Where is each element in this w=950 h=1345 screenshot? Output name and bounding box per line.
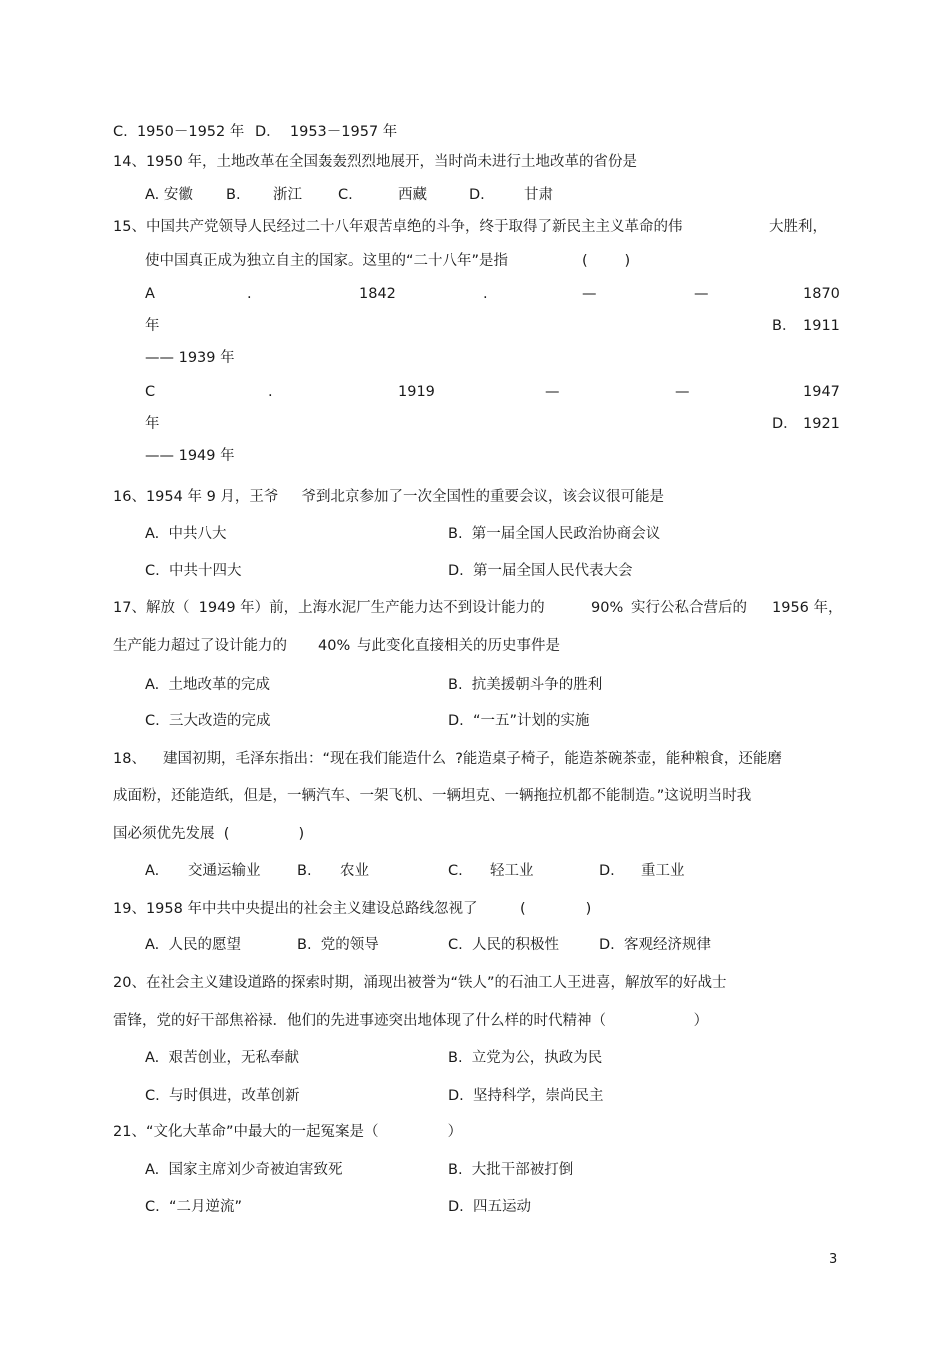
q14-option-c-text: 西藏 — [398, 187, 427, 203]
q17-option-a: A. 土地改革的完成 — [145, 677, 270, 693]
q15-option-b-end: —— 1939 年 — [145, 350, 235, 366]
q19-stem: 19、1958 年中共中央提出的社会主义建设总路线忽视了 — [113, 901, 478, 917]
q15-option-d-end: —— 1949 年 — [145, 448, 235, 464]
q21-option-c: C. “二月逆流” — [145, 1199, 242, 1215]
q15-option-a-dot2: . — [483, 286, 488, 302]
q16-stem: 16、1954 年 9 月，王爷 爷到北京参加了一次全国性的重要会议，该会议很可能是 — [113, 489, 664, 505]
q16-option-d: D. 第一届全国人民代表大会 — [448, 563, 633, 579]
q17-stem-line2-part3: 与此变化直接相关的历史事件是 — [357, 638, 560, 654]
q18-option-b-letter: B. — [297, 863, 312, 879]
q17-stem-line2-part2: 40% — [318, 638, 351, 654]
q16-option-a: A. 中共八大 — [145, 526, 227, 542]
q15-option-a-dot: . — [247, 286, 252, 302]
q15-option-c-year: 年 — [145, 416, 160, 432]
q18-stem-line2: 成面粉，还能造纸，但是，一辆汽车、一架飞机、一辆坦克、一辆拖拉机都不能制造。”这说明当时我 — [113, 788, 752, 804]
q20-option-a: A. 艰苦创业，无私奉献 — [145, 1050, 299, 1066]
q15-option-c-dot: . — [268, 384, 273, 400]
q17-stem-part3: 实行公私合营后的 — [631, 600, 747, 616]
q14-option-a: A. 安徽 — [145, 187, 193, 203]
q18-stem-line1: 建国初期，毛泽东指出：“现在我们能造什么 ?能造桌子椅子，能造茶碗茶壶，能种粮食，还能磨 — [163, 751, 782, 767]
q15-option-a-dash2: — — [694, 286, 709, 302]
q13-option-d: D． 1953－1957 年 — [255, 124, 398, 140]
q15-option-c-letter: C — [145, 384, 156, 400]
q20-option-c: C. 与时俱进，改革创新 — [145, 1088, 300, 1104]
q15-option-a-end: 1870 — [803, 286, 840, 302]
q14-stem: 14、1950 年，土地改革在全国轰轰烈烈地展开，当时尚未进行土地改革的省份是 — [113, 154, 637, 170]
q19-option-a: A. 人民的愿望 — [145, 937, 241, 953]
q18-stem-line3: 国必须优先发展 ( ) — [113, 826, 305, 842]
q21-option-a: A. 国家主席刘少奇被迫害致死 — [145, 1162, 343, 1178]
q15-option-d-start: 1921 — [803, 416, 840, 432]
q15-option-b-start: 1911 — [803, 318, 840, 334]
q15-option-a-year: 年 — [145, 318, 160, 334]
q15-answer-paren: ( ) — [582, 253, 631, 269]
q15-stem-line2: 使中国真正成为独立自主的国家。这里的“二十八年”是指 — [145, 253, 509, 269]
q19-option-b: B. 党的领导 — [297, 937, 379, 953]
q21-option-b: B. 大批干部被打倒 — [448, 1162, 574, 1178]
q15-option-c-dash1: — — [545, 384, 560, 400]
q18-option-d-letter: D. — [599, 863, 615, 879]
q14-option-b-text: 浙江 — [273, 187, 302, 203]
q14-option-d-text: 甘肃 — [524, 187, 553, 203]
q18-option-a-letter: A. — [145, 863, 160, 879]
q15-option-a-start: 1842 — [359, 286, 396, 302]
q18-option-b-text: 农业 — [340, 863, 369, 879]
q14-option-c-letter: C. — [338, 187, 353, 203]
q19-option-d: D. 客观经济规律 — [599, 937, 711, 953]
q17-option-d: D. “一五”计划的实施 — [448, 713, 590, 729]
q17-stem-part4: 1956 年， — [772, 600, 843, 616]
q21-option-d: D. 四五运动 — [448, 1199, 531, 1215]
q15-option-c-dash2: — — [675, 384, 690, 400]
q19-answer-paren: ( ) — [520, 901, 592, 917]
q18-option-c-letter: C. — [448, 863, 463, 879]
q18-option-d-text: 重工业 — [641, 863, 685, 879]
q17-stem-line2-part1: 生产能力超过了设计能力的 — [113, 638, 287, 654]
q15-option-a-letter: A — [145, 286, 155, 302]
q17-stem-part2: 90% — [591, 600, 624, 616]
q19-option-c: C. 人民的积极性 — [448, 937, 559, 953]
q18-number: 18、 — [113, 751, 146, 767]
q14-option-b-letter: B. — [226, 187, 241, 203]
q16-option-b: B. 第一届全国人民政治协商会议 — [448, 526, 661, 542]
q18-option-c-text: 轻工业 — [490, 863, 534, 879]
q20-option-b: B. 立党为公，执政为民 — [448, 1050, 603, 1066]
q17-stem-part1: 17、解放（ 1949 年）前，上海水泥厂生产能力达不到设计能力的 — [113, 600, 545, 616]
q21-stem: 21、“文化大革命”中最大的一起冤案是（ ） — [113, 1124, 463, 1140]
q15-stem-part1: 15、中国共产党领导人民经过二十八年艰苦卓绝的斗争，终于取得了新民主主义革命的伟 — [113, 219, 683, 235]
q15-option-b-letter: B． — [772, 318, 797, 334]
q18-option-a-text: 交通运输业 — [188, 863, 261, 879]
q20-stem-line1: 20、在社会主义建设道路的探索时期，涌现出被誉为“铁人”的石油工人王进喜，解放军的好战士 — [113, 975, 727, 991]
q15-option-c-end: 1947 — [803, 384, 840, 400]
q14-option-d-letter: D. — [469, 187, 485, 203]
q15-option-a-dash1: — — [582, 286, 597, 302]
q20-stem-line2: 雷锋，党的好干部焦裕禄．他们的先进事迹突出地体现了什么样的时代精神（ ） — [113, 1013, 709, 1029]
page-number: 3 — [829, 1252, 838, 1267]
q16-option-c: C. 中共十四大 — [145, 563, 242, 579]
q15-option-d-letter: D． — [772, 416, 798, 432]
q13-option-c: C. 1950－1952 年 — [113, 124, 245, 140]
q15-option-c-start: 1919 — [398, 384, 435, 400]
q17-option-b: B. 抗美援朝斗争的胜利 — [448, 677, 603, 693]
q20-option-d: D. 坚持科学，崇尚民主 — [448, 1088, 604, 1104]
q17-option-c: C. 三大改造的完成 — [145, 713, 271, 729]
q15-stem-part2: 大胜利， — [769, 219, 827, 235]
